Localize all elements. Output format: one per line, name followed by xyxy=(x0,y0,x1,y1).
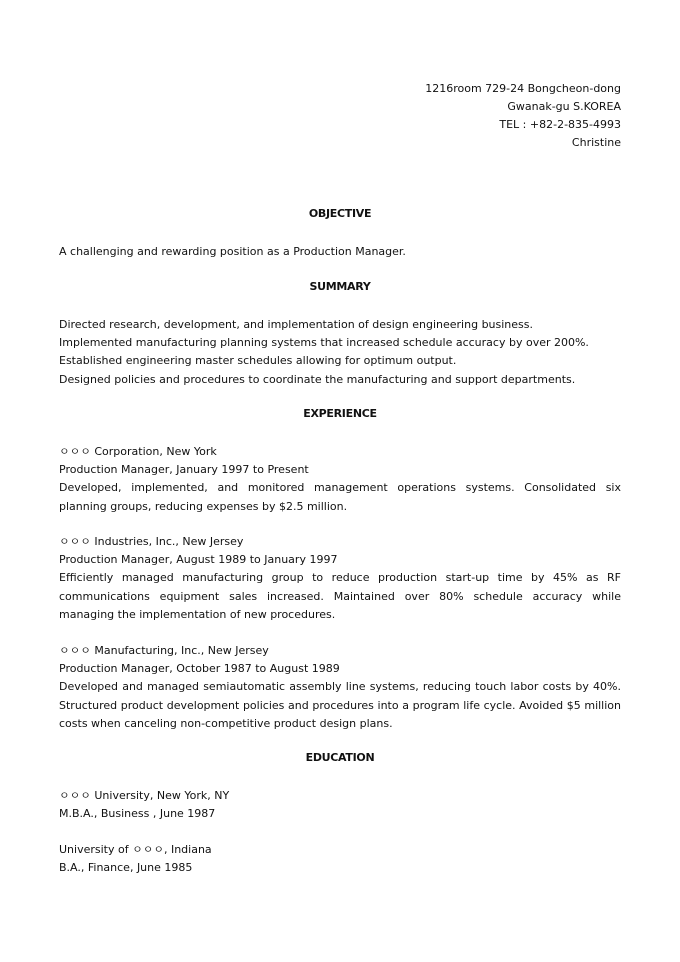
job-company: ㅇㅇㅇ Industries, Inc., New Jersey xyxy=(59,535,244,548)
job-title: Production Manager, August 1989 to January 1997 xyxy=(59,553,338,567)
summary-line: Designed policies and procedures to coordinate the manufacturing and support departments. xyxy=(59,372,576,386)
job-entry xyxy=(59,533,621,624)
summary-heading: SUMMARY xyxy=(309,280,371,293)
education-school: ㅇㅇㅇ University, New York, NY xyxy=(59,789,230,802)
contact-address-block xyxy=(425,80,621,152)
objective-heading: OBJECTIVE xyxy=(308,207,372,220)
address-city: Gwanak-gu S.KOREA xyxy=(507,100,621,113)
address-name: Christine xyxy=(571,136,621,149)
education-degree: M.B.A., Business , June 1987 xyxy=(59,807,216,821)
summary-line: Implemented manufacturing planning systems that increased schedule accuracy by over 200%. xyxy=(59,336,589,350)
job-company: ㅇㅇㅇ Corporation, New York xyxy=(59,445,217,458)
job-entry xyxy=(59,443,621,516)
job-description: Efficiently managed manufacturing group to reduce production start-up time by 45% as RF communications equipment sales increased. Maintained over 80% schedule accuracy while managing the implementation of new procedures. xyxy=(59,571,621,621)
objective-section xyxy=(59,243,621,261)
summary-section xyxy=(59,316,621,389)
education-entry xyxy=(59,787,621,823)
job-company: ㅇㅇㅇ Manufacturing, Inc., New Jersey xyxy=(59,644,269,657)
objective-text: A challenging and rewarding position as a Production Manager. xyxy=(59,245,406,258)
education-school: University of ㅇㅇㅇ, Indiana xyxy=(59,843,212,856)
address-street: 1216room 729-24 Bongcheon-dong xyxy=(425,82,621,95)
job-description: Developed and managed semiautomatic assembly line systems, reducing touch labor costs by 40%. Structured product development policies and procedures into a program life cycle. Avoided $5 million costs when canceling non-competitive product design plans. xyxy=(59,680,621,730)
summary-line: Directed research, development, and implementation of design engineering business. xyxy=(59,318,534,331)
education-degree: B.A., Finance, June 1985 xyxy=(59,861,193,875)
experience-heading: EXPERIENCE xyxy=(303,407,377,420)
job-description: Developed, implemented, and monitored management operations systems. Consolidated six planning groups, reducing expenses by $2.5 million. xyxy=(59,481,621,513)
education-heading: EDUCATION xyxy=(305,751,375,764)
job-entry xyxy=(59,642,621,733)
education-entry xyxy=(59,841,621,877)
job-title: Production Manager, January 1997 to Present xyxy=(59,463,309,477)
summary-line: Established engineering master schedules allowing for optimum output. xyxy=(59,354,457,368)
address-phone: TEL : +82-2-835-4993 xyxy=(499,118,621,131)
job-title: Production Manager, October 1987 to August 1989 xyxy=(59,662,340,676)
